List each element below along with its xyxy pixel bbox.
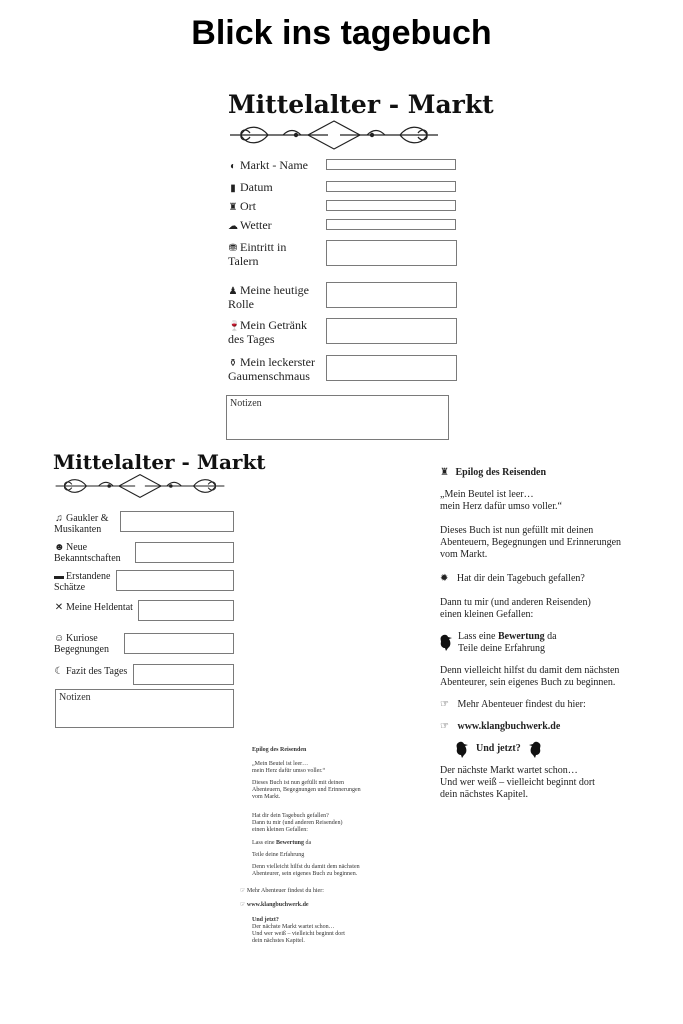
schaetze-input[interactable] <box>116 570 234 591</box>
field-schaetze <box>54 571 114 593</box>
notes-label: Notizen <box>230 398 262 409</box>
full-line-2: Abenteuern, Begegnungen und Erinnerungen <box>440 537 622 548</box>
question-text: Hat dir dein Tagebuch gefallen? <box>456 573 585 584</box>
field-bekanntschaften <box>54 542 134 564</box>
review-block <box>440 631 675 655</box>
getraenk-input[interactable] <box>326 318 457 344</box>
shield-icon: ◐ <box>229 161 237 172</box>
raven-icon <box>454 740 470 758</box>
page2-ornament <box>54 472 226 500</box>
quote-line-1: „Mein Beutel ist leer… <box>440 489 534 500</box>
field-fazit <box>54 666 127 677</box>
maybe-line-1: Denn vielleicht hilfst du damit dem nächsten <box>440 665 620 676</box>
next-line-3: dein nächstes Kapitel. <box>440 789 529 800</box>
full-line-3: vom Markt. <box>440 549 488 560</box>
masks-icon: ☺ <box>54 633 65 644</box>
field-datum <box>228 181 273 195</box>
pointing-hand-icon: ☞ <box>240 888 246 894</box>
wetter-input[interactable] <box>326 219 456 230</box>
face-icon: ☻ <box>54 542 65 553</box>
field-label: Fazit des Tages <box>66 666 128 677</box>
jester-icon: ♫ <box>55 513 63 524</box>
castle-icon: ♜ <box>440 467 449 478</box>
field-label: Neue Bekanntschaften <box>54 542 121 564</box>
gaukler-input[interactable] <box>120 511 234 532</box>
favor-line-1: Dann tu mir (und anderen Reisenden) <box>440 597 591 608</box>
website-link-small[interactable]: www.klangbuchwerk.de <box>246 902 309 908</box>
field-label: Mein Getränk des Tages <box>228 318 307 346</box>
moon-icon: ☾ <box>54 666 64 677</box>
epilog-small: Epilog des Reisenden „Mein Beutel ist leer… mein Herz dafür umso voller.“ Dieses Buch ist nun gefüllt mit deinen Abenteuern, Begegnungen und Erinnerungen vom Markt. Hat dir dein Tagebuch gefallen? Dann tu mir (und anderen Reisenden) einen kleinen Gefallen: Lass eine Bewertung da Teile deine Erfahrung Denn vielleicht hilfst du damit dem nächsten Abenteurer, sein eigenes Buch zu beginnen. ☞ Mehr Abenteuer findest du hier: ☞ www.klangbuchwerk.de Und jetzt? Der nächste Markt wartet schon… Und wer weiß – vielleicht beginnt dort dein nächstes Kapitel. <box>252 747 412 945</box>
more-text: Mehr Abenteuer findest du hier: <box>457 699 586 710</box>
und-jetzt-row <box>454 739 675 759</box>
coins-icon: ⛃ <box>228 243 238 254</box>
field-label: Wetter <box>240 218 272 232</box>
page1-ornament <box>228 118 440 152</box>
review-line-1: Lass eine Bewertung da <box>458 631 557 642</box>
scroll-icon: ▮ <box>230 183 236 194</box>
quote-line-2: mein Herz dafür umso voller.“ <box>440 501 562 512</box>
epilog-title: Epilog des Reisenden <box>455 467 547 478</box>
figure-icon: ♟ <box>228 286 238 297</box>
maybe-line-2: Abenteurer, sein eigenes Buch zu beginnen. <box>440 677 616 688</box>
sun-icon: ✹ <box>440 573 449 584</box>
eintritt-input[interactable] <box>326 240 457 266</box>
page1-title: Mittelalter - Markt <box>228 90 494 119</box>
next-line-2: Und wer weiß – vielleicht beginnt dort <box>440 777 595 788</box>
field-rolle <box>228 284 310 311</box>
field-gaukler <box>54 513 116 535</box>
review-line-2: Teile deine Erfahrung <box>458 643 546 654</box>
cloud-icon: ☁ <box>228 221 238 232</box>
gaumenschmaus-input[interactable] <box>326 355 457 381</box>
begegnungen-input[interactable] <box>124 633 234 654</box>
bekanntschaften-input[interactable] <box>135 542 234 563</box>
more-row <box>440 699 675 711</box>
field-begegnungen <box>54 633 124 655</box>
field-label: Mein leckerster Gaumenschmaus <box>228 355 315 383</box>
castle-icon: ♜ <box>228 202 238 213</box>
goblet-icon: 🍷 <box>228 321 241 332</box>
field-gaumenschmaus <box>228 356 324 383</box>
chest-icon: ▬ <box>54 571 64 582</box>
datum-input[interactable] <box>326 181 456 192</box>
field-wetter <box>228 219 272 233</box>
page1-notes-box[interactable] <box>226 395 449 440</box>
question-row <box>440 573 675 585</box>
page2-title: Mittelalter - Markt <box>53 450 266 474</box>
field-label: Meine Heldentat <box>66 602 133 613</box>
page-headline: Blick ins tagebuch <box>191 14 492 52</box>
fazit-input[interactable] <box>133 664 234 685</box>
epilog-large <box>440 467 675 801</box>
field-markt-name <box>228 159 308 173</box>
field-label: Meine heutige Rolle <box>228 283 309 311</box>
pointing-hand-icon: ☞ <box>240 902 246 908</box>
field-label: Markt - Name <box>240 158 308 172</box>
ort-input[interactable] <box>326 200 456 211</box>
und-jetzt-text: Und jetzt? <box>476 743 521 754</box>
field-label: Eintritt in Talern <box>228 240 287 268</box>
favor-line-2: einen kleinen Gefallen: <box>440 609 534 620</box>
url-row <box>440 721 675 733</box>
next-line-1: Der nächste Markt wartet schon… <box>440 765 578 776</box>
markt-name-input[interactable] <box>326 159 456 170</box>
epilog-title-row <box>440 467 675 479</box>
swords-icon: ✕ <box>54 602 64 613</box>
heldentat-input[interactable] <box>138 600 234 621</box>
pointing-hand-icon: ☞ <box>440 721 449 732</box>
field-getraenk <box>228 319 312 346</box>
raven-icon <box>438 633 454 651</box>
field-heldentat <box>54 602 133 613</box>
epilog-title-small: Epilog des Reisenden <box>252 747 307 753</box>
field-label: Kuriose Begegnungen <box>54 633 109 655</box>
raven-icon <box>527 740 543 758</box>
field-label: Erstandene Schätze <box>54 571 111 593</box>
field-ort <box>228 200 256 214</box>
website-link[interactable]: www.klangbuchwerk.de <box>457 721 561 732</box>
field-eintritt <box>228 241 308 268</box>
full-line-1: Dieses Buch ist nun gefüllt mit deinen <box>440 525 594 536</box>
pointing-hand-icon: ☞ <box>440 699 449 710</box>
food-icon: ⚱ <box>228 358 238 369</box>
field-label: Gaukler & Musikanten <box>54 513 109 535</box>
field-label: Datum <box>240 180 273 194</box>
page2-notes-box[interactable] <box>55 689 234 728</box>
notes-label: Notizen <box>59 692 91 703</box>
rolle-input[interactable] <box>326 282 457 308</box>
field-label: Ort <box>240 199 256 213</box>
